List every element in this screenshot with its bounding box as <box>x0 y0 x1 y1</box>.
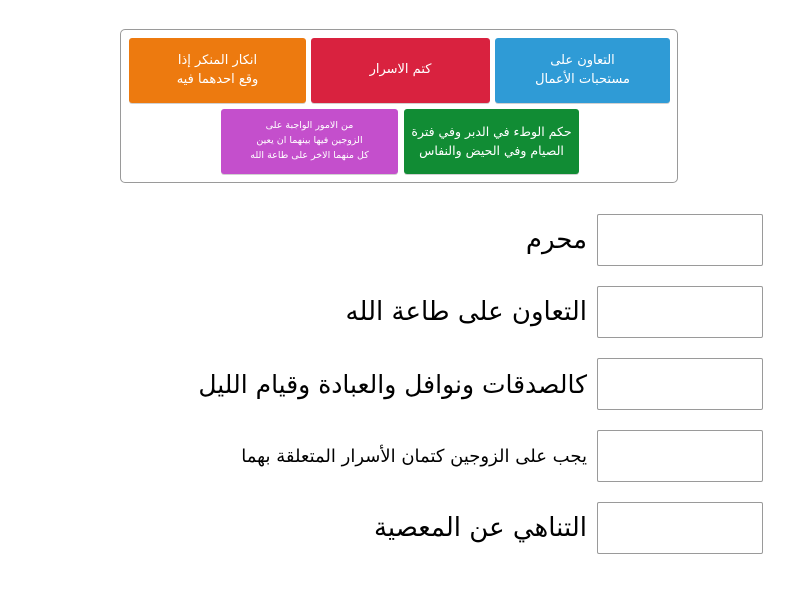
tile-line: كتم الاسرار <box>369 62 432 78</box>
drop-zone[interactable] <box>597 502 763 554</box>
tile-line: من الامور الواجبة على <box>265 120 354 132</box>
answer-bank <box>120 29 678 183</box>
row-label: التناهي عن المعصية <box>373 513 587 543</box>
row-label: يجب على الزوجين كتمان الأسرار المتعلقة بهما <box>241 445 587 467</box>
tile-intercourse-ruling[interactable] <box>404 109 579 174</box>
tile-forbidding-evil[interactable] <box>129 38 306 103</box>
drop-zone[interactable] <box>597 358 763 410</box>
tile-keeping-secrets[interactable] <box>311 38 490 103</box>
tile-line: الصيام وفي الحيض والنفاس <box>419 142 564 158</box>
match-row <box>241 430 763 482</box>
drop-zone[interactable] <box>597 214 763 266</box>
match-row <box>526 214 763 266</box>
row-label: محرم <box>525 225 587 255</box>
match-row <box>198 358 763 410</box>
tile-line: وقع احدهما فيه <box>176 71 259 87</box>
tile-line: التعاون على <box>550 52 615 68</box>
tile-line: انكار المنكر إذا <box>177 52 258 68</box>
drop-zone[interactable] <box>597 286 763 338</box>
tile-line: حكم الوطء في الدبر وفي فترة <box>411 124 572 140</box>
row-label: كالصدقات ونوافل والعبادة وقيام الليل <box>198 369 587 399</box>
tile-spousal-duties[interactable] <box>221 109 398 174</box>
tile-line: كل منهما الاخر على طاعة الله <box>250 149 369 161</box>
row-label: التعاون على طاعة الله <box>345 297 587 327</box>
match-row <box>346 286 763 338</box>
match-row <box>374 502 763 554</box>
drop-zone[interactable] <box>597 430 763 482</box>
tile-line: الزوجين فيها بينهما ان يعين <box>256 135 363 147</box>
tile-line: مستحبات الأعمال <box>535 71 630 87</box>
tile-cooperation-recommended[interactable] <box>495 38 670 103</box>
